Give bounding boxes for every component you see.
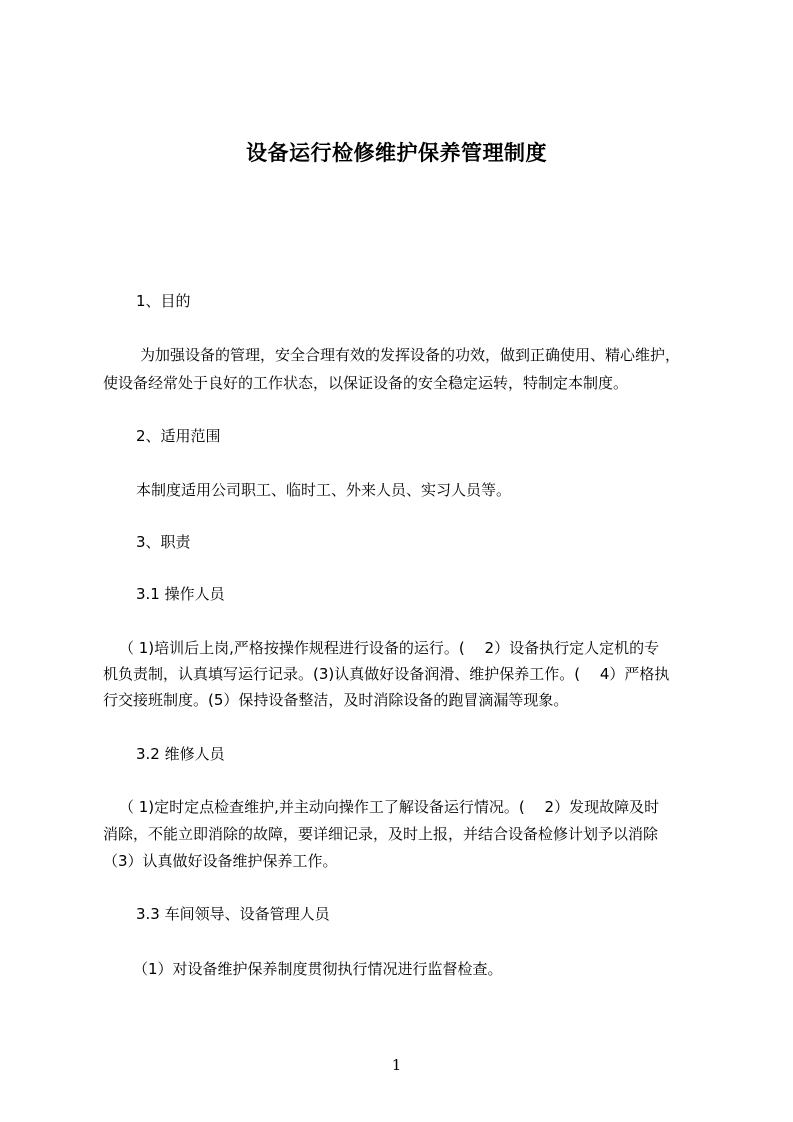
section-3-1-paragraph-line-3: 行交接班制度。(5）保持设备整洁，及时消除设备的跑冒滴漏等现象。 <box>103 691 569 709</box>
section-2-heading: 2、适用范围 <box>136 427 221 445</box>
section-2-paragraph-line-1: 本制度适用公司职工、临时工、外来人员、实习人员等。 <box>136 481 512 499</box>
section-1-heading: 1、目的 <box>136 292 191 310</box>
section-3-2-heading: 3.2 维修人员 <box>136 745 225 763</box>
section-3-3-heading: 3.3 车间领导、设备管理人员 <box>136 905 330 923</box>
section-3-1-heading: 3.1 操作人员 <box>136 585 225 603</box>
page-number: 1 <box>391 1056 402 1074</box>
section-1-paragraph-line-2: 使设备经常处于良好的工作状态，以保证设备的安全稳定运转，特制定本制度。 <box>103 374 629 392</box>
section-3-3-paragraph-line-1: （1）对设备维护保养制度贯彻执行情况进行监督检查。 <box>133 960 503 978</box>
section-3-2-paragraph-line-2: 消除，不能立即消除的故障，要详细记录，及时上报，并结合设备检修计划予以消除 <box>103 825 659 843</box>
section-3-2-paragraph-line-1: （ 1)定时定点检查维护,并主动向操作工了解设备运行情况。( 2）发现故障及时 <box>119 798 660 816</box>
section-3-1-paragraph-line-1: （ 1)培训后上岗,严格按操作规程进行设备的运行。( 2）设备执行定人定机的专 <box>119 639 660 657</box>
section-3-2-paragraph-line-3: （3）认真做好设备维护保养工作。 <box>103 852 338 870</box>
section-3-heading: 3、职责 <box>136 533 191 551</box>
section-1-paragraph-line-1: 为加强设备的管理，安全合理有效的发挥设备的功效，做到正确使用、精心维护， <box>140 346 681 364</box>
section-3-1-paragraph-line-2: 机负责制，认真填写运行记录。(3)认真做好设备润滑、维护保养工作。( 4）严格执 <box>103 665 670 683</box>
document-title: 设备运行检修维护保养管理制度 <box>246 141 547 165</box>
